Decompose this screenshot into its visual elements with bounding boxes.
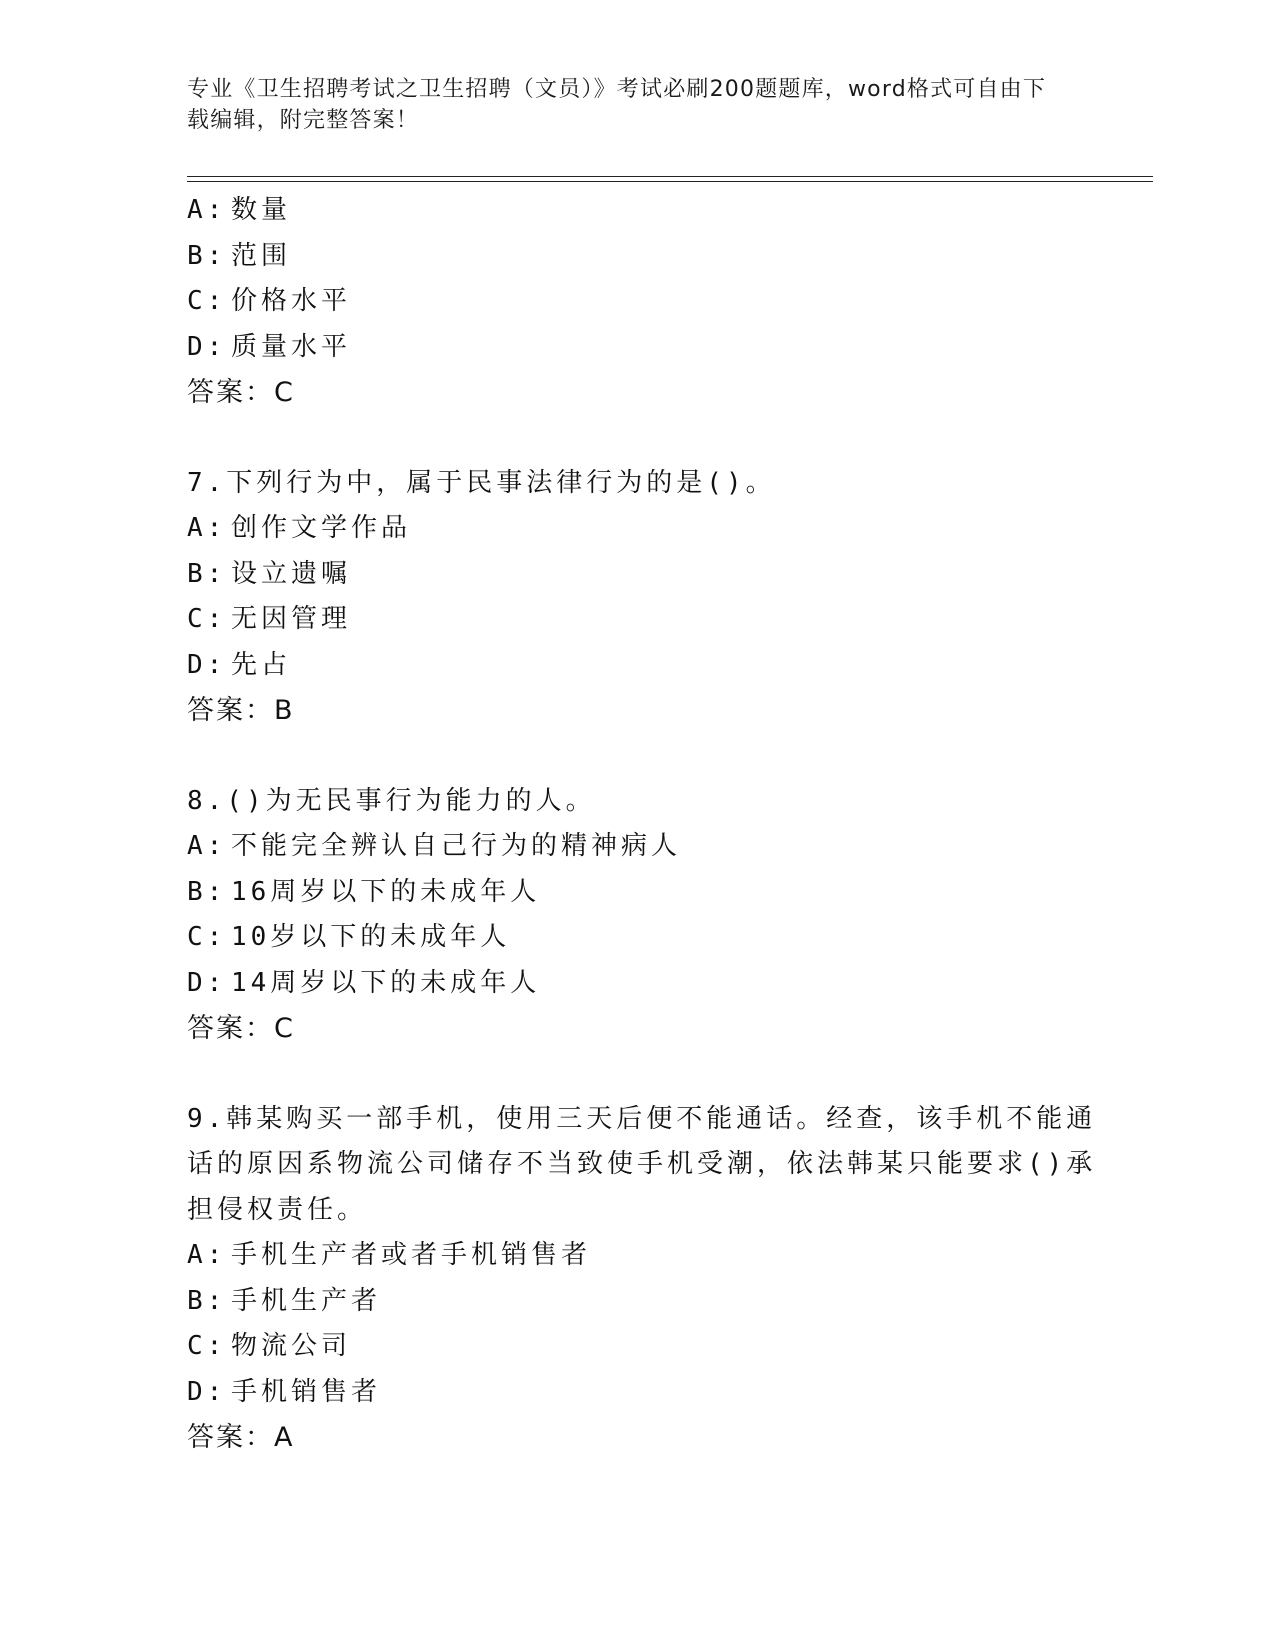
option-c: C: 无因管理 (187, 604, 352, 634)
option-d: D: 手机销售者 (187, 1376, 382, 1407)
option-a: A: 数量 (187, 195, 292, 225)
option-d: D: 质量水平 (187, 331, 352, 362)
question-text: 7.下列行为中，属于民事法律行为的是()。 (187, 467, 776, 498)
option-c: C: 价格水平 (187, 286, 352, 316)
option-a: A: 手机生产者或者手机销售者 (187, 1240, 592, 1270)
option-d: D: 14周岁以下的未成年人 (187, 967, 541, 998)
option-b: B: 范围 (187, 240, 292, 271)
question-text-line-3: 担侵权责任。 (187, 1194, 368, 1225)
question-text: 8.()为无民事行为能力的人。 (187, 785, 596, 816)
question-block-9 (187, 1097, 1097, 1461)
header-divider-bottom (187, 181, 1153, 182)
option-b: B: 手机生产者 (187, 1285, 382, 1316)
question-block-6 (187, 188, 1087, 416)
option-a: A: 创作文学作品 (187, 513, 412, 543)
option-d: D: 先占 (187, 649, 292, 680)
spacer (187, 734, 1087, 779)
question-text-line-1: 9.韩某购买一部手机，使用三天后便不能通话。经查，该手机不能通 (187, 1103, 1097, 1134)
option-c: C: 物流公司 (187, 1331, 352, 1361)
answer-line: 答案：A (187, 1422, 295, 1453)
option-c: C: 10岁以下的未成年人 (187, 922, 511, 952)
question-text-line-2: 话的原因系物流公司储存不当致使手机受潮，依法韩某只能要求()承 (187, 1149, 1097, 1179)
spacer (187, 1052, 1087, 1097)
spacer (187, 416, 1087, 461)
document-header: 专业《卫生招聘考试之卫生招聘（文员）》考试必刷200题题库，word格式可自由下载编辑，附完整答案！ (187, 77, 1047, 133)
question-list (187, 188, 1097, 1461)
question-block-7 (187, 461, 1087, 734)
option-a: A: 不能完全辨认自己行为的精神病人 (187, 831, 682, 861)
option-b: B: 设立遗嘱 (187, 558, 352, 589)
answer-line: 答案：C (187, 1013, 295, 1044)
answer-line: 答案：C (187, 377, 295, 408)
question-block-8 (187, 779, 1087, 1052)
answer-line: 答案：B (187, 695, 295, 726)
option-b: B: 16周岁以下的未成年人 (187, 876, 541, 907)
header-divider-top (187, 176, 1153, 177)
